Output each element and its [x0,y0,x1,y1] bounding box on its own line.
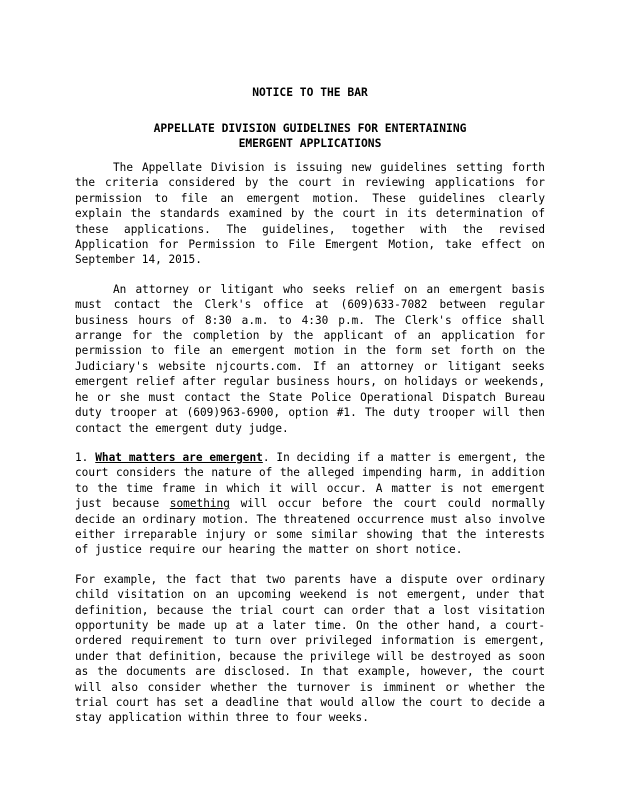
example-paragraph: For example, the fact that two parents have a dispute over ordinary child visitation on an upcoming weekend is not emergent, under that definition, because the trial court can order that a lost visitation opportunity be made up at a later time. On the other hand, a court-ordered requirement to turn over privileged information is emergent, under that definition, because the privilege will be destroyed as soon as the documents are disclosed. In that example, however, the court will also consider whether the turnover is imminent or whether the trial court has set a deadline that would allow the court to decide a stay application within three to four weeks. [75,572,545,725]
subtitle-line-2: EMERGENT APPLICATIONS [238,137,382,150]
intro-paragraph: The Appellate Division is issuing new guidelines setting forth the criteria considered by the court in reviewing applications for permission to file an emergent motion. These guidelines clearly explain the standards examined by the court in its determination of these applications. The guidelines, together with the revised Application for Permission to File Emergent Motion, take effect on September 14, 2015. [75,161,545,267]
contact-paragraph: An attorney or litigant who seeks relief on an emergent basis must contact the Clerk's office at (609)633-7082 between regular business hours of 8:30 a.m. to 4:30 p.m. The Clerk's office shall arrange for the completion by the applicant of an application for permission to file an emergent motion in the form set forth on the Judiciary's website njcourts.com. If an attorney or litigant seeks emergent relief after regular business hours, on holidays or weekends, he or she must contact the State Police Operational Dispatch Bureau duty trooper at (609)963-6900, option #1. The duty trooper will then contact the emergent duty judge. [75,282,545,435]
section-1-heading-period: . [262,450,270,464]
section-1-paragraph [75,450,545,558]
section-1-text-b: will occur before the court could normally decide an ordinary motion. The threatened occurrence must also involve either irreparable injury or some similar showing that the interests of justice require our hearing the matter on short notice. [75,497,545,557]
document-page [75,85,545,740]
section-1-heading: What matters are emergent [95,450,263,464]
section-1-text-a: In deciding if a matter is emergent, the court considers the nature of the alleged impending harm, in addition to the time frame in which it will occur. A matter is not emergent just because [75,450,545,511]
notice-title: NOTICE TO THE BAR [252,86,368,99]
section-1-emphasis: something [169,497,230,511]
section-1-number: 1. [75,450,89,464]
subtitle-line-1: APPELLATE DIVISION GUIDELINES FOR ENTERTAINING [153,122,467,135]
document-subtitle [75,121,545,151]
